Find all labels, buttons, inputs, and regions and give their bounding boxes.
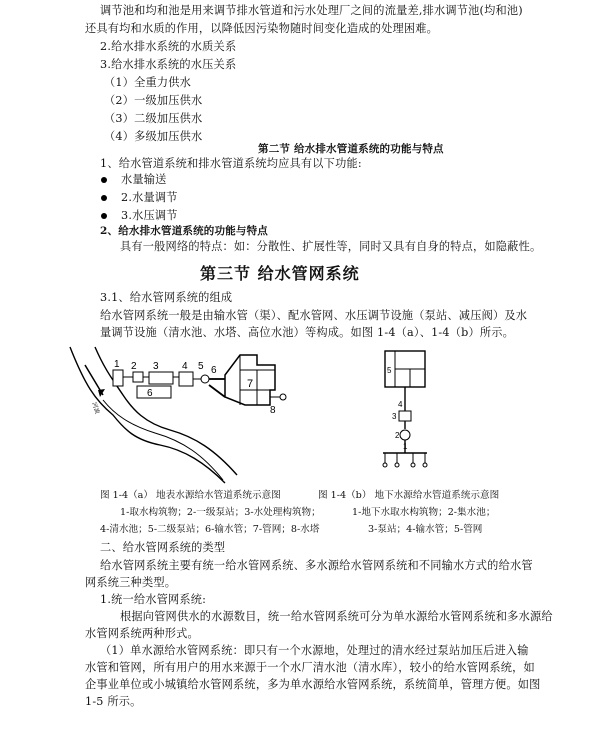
fig-label: 1	[403, 442, 408, 451]
paragraph-line: 1、给水管道系统和排水管道系统均应具有以下功能:	[100, 157, 362, 170]
bullet-icon	[101, 213, 107, 219]
pump-station-b	[399, 411, 411, 421]
fig-label: 4	[398, 400, 403, 409]
paragraph-line: 企事业单位或小城镇给水管网系统，多为单水源给水管网系统，系统简单，管理方便。如图	[85, 678, 541, 691]
section-heading: 第二节 给水排水管道系统的功能与特点	[258, 143, 444, 155]
bullet-item: 2.水量调节	[121, 191, 178, 204]
figure-caption: 图 1-4（b） 地下水源给水管道系统示意图	[318, 490, 500, 501]
fig-label: 1	[114, 359, 120, 370]
list-subitem: （1）全重力供水	[104, 76, 192, 89]
river-label: 河流	[90, 401, 100, 415]
figure-1-4b	[375, 345, 455, 475]
paragraph-line: 还具有均和水质的作用，以降低因污染物随时间变化造成的处理困难。	[85, 22, 439, 35]
pump-station-2	[201, 375, 209, 383]
river-bank-inner2	[103, 400, 223, 480]
subsection-heading: 1.统一给水管网系统:	[100, 593, 207, 606]
figure-1-4a	[65, 345, 295, 485]
paragraph-line: 具有一般网络的特点：如：分散性、扩展性等，同时又具有自身的特点，如隐蔽性。	[120, 240, 542, 253]
bullet-item: 水量输送	[121, 173, 167, 186]
fig-label: 4	[182, 361, 188, 372]
paragraph-line: 水管和管网，所有用户的用水来源于一个水厂清水池（清水库），较小的给水管网系统，如	[85, 661, 535, 674]
fig-label: 6	[147, 388, 153, 399]
fig-label: 2	[395, 431, 400, 440]
bullet-item: 3.水压调节	[121, 209, 178, 222]
figure-legend: 4-清水池；5-二级泵站；6-输水管；7-管网；8-水塔	[100, 524, 320, 535]
fig-label: 3	[392, 412, 397, 421]
paragraph-line: 水管网系统两种形式。	[85, 627, 199, 640]
pump-station-1	[133, 372, 143, 382]
fig-label: 8	[270, 405, 276, 416]
bullet-icon	[101, 177, 107, 183]
list-subitem: （2）一级加压供水	[104, 94, 203, 107]
paragraph-line: 根据向管网供水的水源数目，统一给水管网系统可分为单水源给水管网系统和多水源给	[120, 610, 553, 623]
figure-legend: 1-地下水取水构筑物；2-集水池；	[352, 507, 496, 518]
section-title: 第三节 给水管网系统	[200, 264, 360, 283]
paragraph-line: 调节池和均和池是用来调节排水管道和污水处理厂之间的流量差,排水调节池(均和池)	[100, 4, 523, 17]
figure-legend: 1-取水构筑物；2-一级泵站；3-水处理构筑物；	[120, 507, 321, 518]
list-subitem: （3）二级加压供水	[104, 112, 203, 125]
subsection-heading: 3.1、给水管网系统的组成	[100, 291, 233, 304]
subsection-heading: 二、给水管网系统的类型	[100, 541, 226, 554]
fig-label: 7	[247, 378, 254, 390]
fig-label: 5	[198, 361, 204, 372]
clear-water-tank	[179, 372, 193, 386]
fig-label: 2	[131, 361, 137, 372]
figure-caption: 图 1-4（a） 地表水源给水管道系统示意图	[100, 490, 281, 501]
collection-tank	[400, 430, 410, 440]
paragraph-line: 给水管网系统主要有统一给水管网系统、多水源给水管网系统和不同输水方式的给水管	[100, 559, 533, 572]
fig-label: 3	[153, 361, 159, 372]
fig-label: 6	[211, 365, 217, 376]
list-item: 3.给水排水系统的水压关系	[100, 58, 237, 71]
paragraph-line: 量调节设施（清水池、水塔、高位水池）等构成。如图 1-4（a）、1-4（b）所示。	[100, 326, 515, 339]
subsection-heading: 2、给水排水管道系统的功能与特点	[100, 225, 269, 237]
paragraph-line: 网系统三种类型。	[85, 576, 177, 589]
water-tower	[280, 394, 286, 400]
treatment-works	[149, 372, 173, 384]
bullet-icon	[101, 195, 107, 201]
figure-legend: 3-泵站；4-输水管；5-管网	[368, 524, 483, 535]
list-subitem: （4）多级加压供水	[104, 130, 203, 143]
paragraph-line: 1-5 所示。	[85, 695, 142, 708]
paragraph-line: （1）单水源给水管网系统：即只有一个水源地，处理过的清水经过泵站加压后进入输	[100, 644, 529, 657]
paragraph-line: 给水管网系统一般是由输水管（渠）、配水管网、水压调节设施（泵站、减压阀）及水	[100, 309, 528, 322]
fig-label: 5	[387, 366, 392, 375]
list-item: 2.给水排水系统的水质关系	[100, 40, 237, 53]
intake-structure	[113, 370, 123, 386]
